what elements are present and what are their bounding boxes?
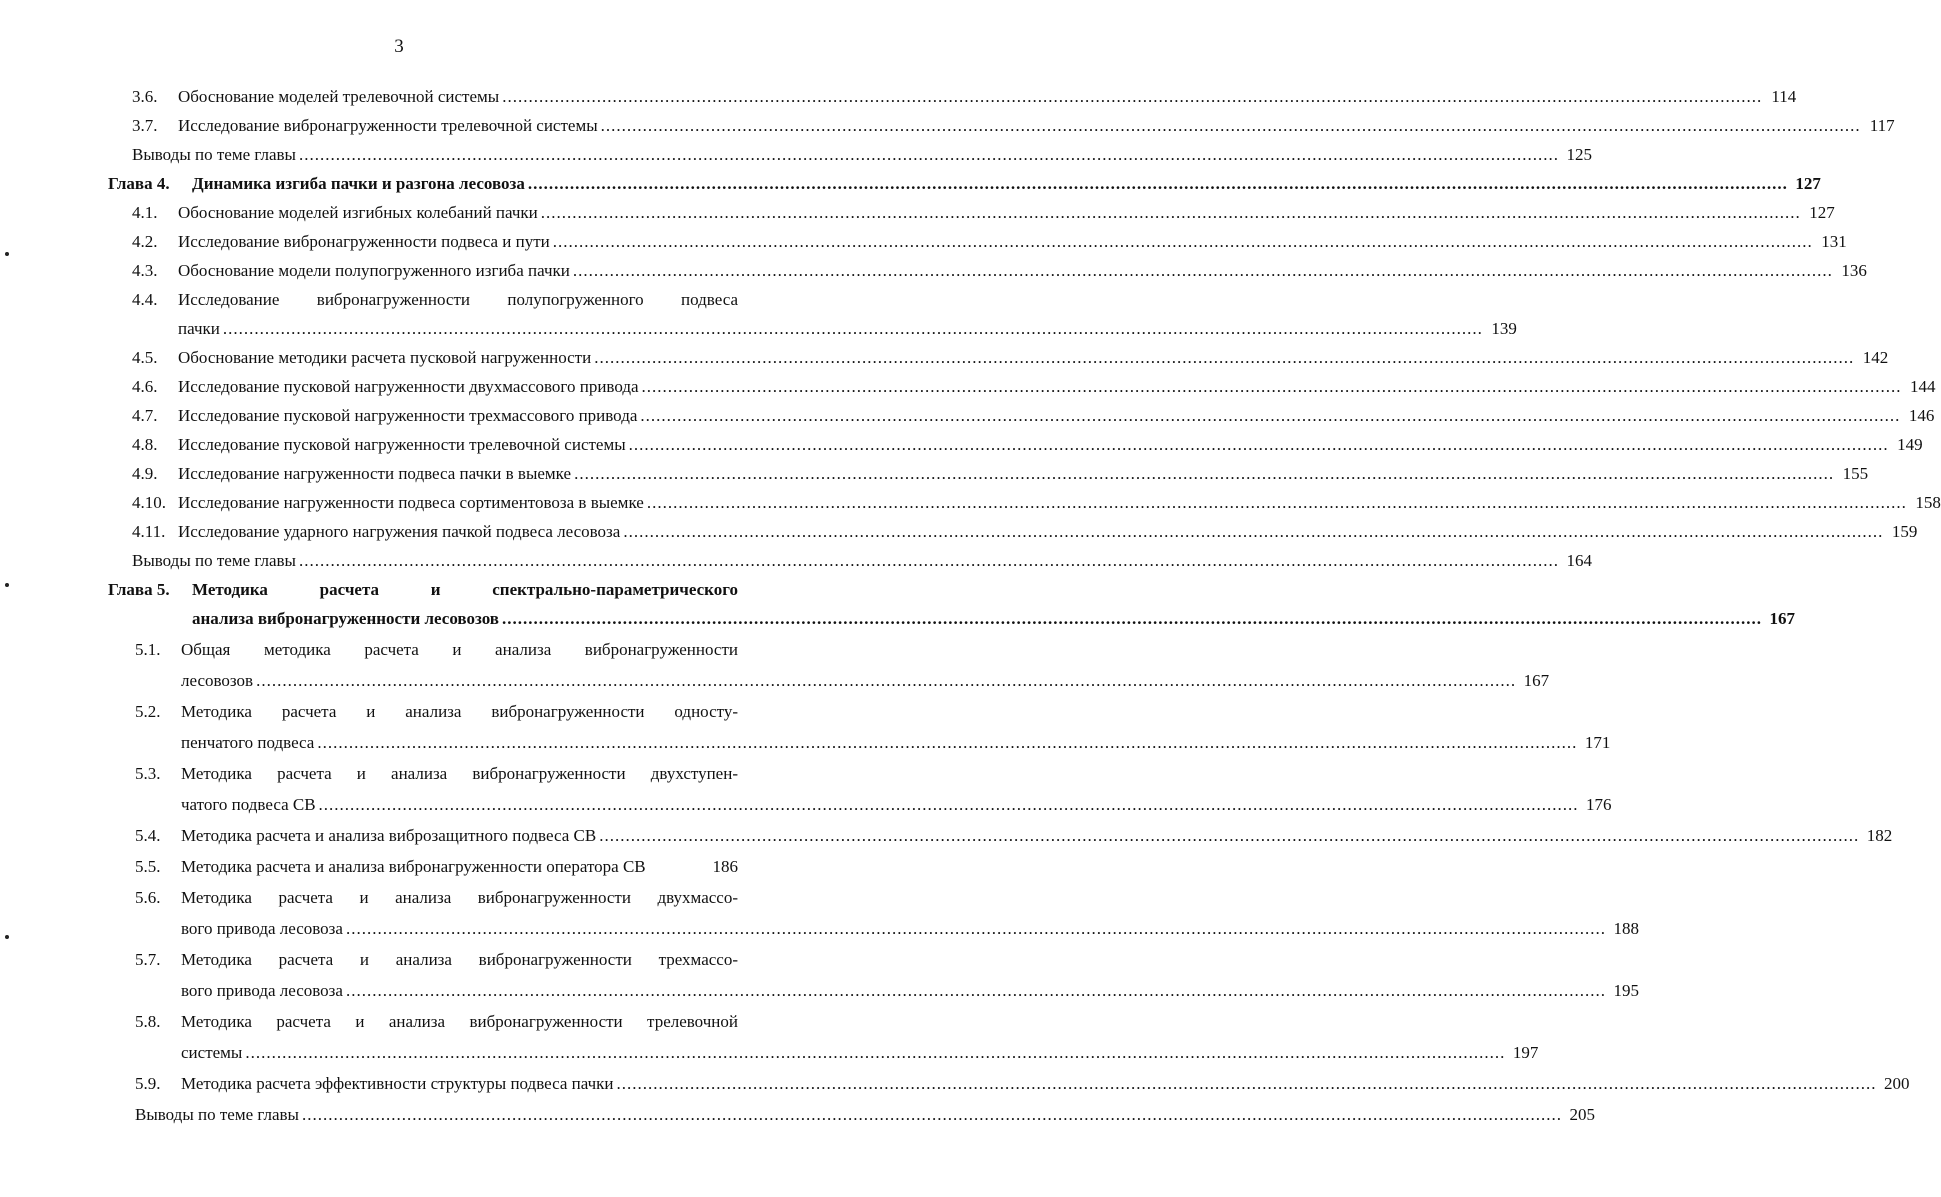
toc-entry-page: 188 bbox=[1613, 919, 1639, 938]
dot-leader bbox=[541, 202, 1801, 224]
toc-entry-number: 4.6. bbox=[132, 377, 158, 396]
toc-entry-number: 5.5. bbox=[135, 857, 161, 876]
dot-leader bbox=[601, 115, 1861, 137]
toc-entry-title: Выводы по теме главы bbox=[135, 1105, 299, 1124]
toc-entry-title: Методика расчета эффективности структуры подвеса пачки bbox=[181, 1074, 614, 1093]
toc-entry-page: 167 bbox=[1523, 671, 1550, 690]
toc-entry-page: 131 bbox=[1821, 232, 1847, 251]
toc-entry-4-8 bbox=[108, 434, 1923, 456]
toc-entry-page: 200 bbox=[1884, 1074, 1910, 1093]
toc-entry-number: 5.2. bbox=[135, 702, 161, 721]
toc-entry-title: Исследование пусковой нагруженности трехмассового привода bbox=[178, 406, 638, 425]
toc-entry-number: 3.7. bbox=[132, 116, 158, 135]
toc-entry-number: 5.7. bbox=[135, 950, 161, 969]
toc-chapter-title-line-2: анализа вибронагруженности лесовозов bbox=[192, 609, 499, 628]
toc-entry-number: 4.9. bbox=[132, 464, 158, 483]
dot-leader bbox=[223, 318, 1483, 340]
dot-leader bbox=[299, 550, 1559, 572]
toc-entry-title-line-2: вого привода лесовоза bbox=[181, 919, 343, 938]
toc-entry-4-5 bbox=[108, 347, 1889, 369]
toc-entry-title-line-2: системы bbox=[181, 1043, 243, 1062]
toc-entry-page: 139 bbox=[1491, 319, 1517, 338]
toc-entry-5-4 bbox=[108, 825, 1893, 847]
toc-entry-number: 4.1. bbox=[132, 203, 158, 222]
toc-entry-page: 155 bbox=[1842, 464, 1869, 483]
dot-leader bbox=[346, 980, 1606, 1002]
dot-leader bbox=[528, 173, 1788, 195]
toc-chapter-4 bbox=[108, 173, 1821, 195]
toc-entry-number: 5.4. bbox=[135, 826, 161, 845]
toc-entry-4-4 bbox=[108, 289, 1517, 340]
dot-leader bbox=[647, 492, 1907, 514]
toc-entry-title: Методика расчета и анализа вибронагруженности оператора СВ bbox=[181, 857, 646, 876]
toc-entry-title-line-1: Методика расчета и анализа вибронагруженности трелевочной bbox=[181, 1012, 738, 1031]
dot-leader bbox=[642, 376, 1902, 398]
toc-entry-title: Обоснование модели полупогруженного изгиба пачки bbox=[178, 261, 570, 280]
toc-entry-page: 125 bbox=[1566, 145, 1592, 164]
toc-entry-title-line-2: чатого подвеса СВ bbox=[181, 795, 316, 814]
toc-entry-conclusions-3 bbox=[108, 144, 1592, 166]
dot-leader bbox=[346, 918, 1606, 940]
toc-entry-title: Обоснование методики расчета пусковой нагруженности bbox=[178, 348, 592, 367]
toc-entry-title: Выводы по теме главы bbox=[132, 551, 296, 570]
toc-entry-title-line-1: Методика расчета и анализа вибронагруженности односту- bbox=[181, 702, 738, 721]
toc-entry-page: 171 bbox=[1584, 733, 1611, 752]
toc-entry-number: 4.7. bbox=[132, 406, 158, 425]
toc-entry-5-6 bbox=[108, 887, 1639, 940]
toc-entry-title: Исследование нагруженности подвеса пачки в выемке bbox=[178, 464, 572, 483]
dot-leader bbox=[502, 86, 1762, 108]
toc-chapter-page: 127 bbox=[1795, 174, 1821, 193]
toc-entry-page: 117 bbox=[1869, 116, 1895, 135]
toc-entry-title: Обоснование моделей изгибных колебаний пачки bbox=[178, 203, 538, 222]
scan-mark bbox=[5, 583, 9, 587]
toc-entry-title: Выводы по теме главы bbox=[132, 145, 296, 164]
dot-leader bbox=[623, 521, 1883, 543]
toc-entry-page: 142 bbox=[1862, 348, 1889, 367]
toc-entry-4-3 bbox=[108, 260, 1867, 282]
toc-entry-conclusions-5 bbox=[108, 1104, 1595, 1126]
toc-entry-title: Обоснование моделей трелевочной системы bbox=[178, 87, 500, 106]
dot-leader bbox=[594, 347, 1854, 369]
toc-entry-number: 5.6. bbox=[135, 888, 161, 907]
toc-entry-number: 5.8. bbox=[135, 1012, 161, 1031]
toc-entry-page: 182 bbox=[1866, 826, 1893, 845]
toc-entry-page: 186 bbox=[712, 857, 738, 876]
toc-entry-page: 158 bbox=[1915, 493, 1941, 512]
toc-entry-title: Методика расчета и анализа виброзащитного подвеса СВ bbox=[181, 826, 597, 845]
toc-entry-page: 197 bbox=[1512, 1043, 1539, 1062]
toc-entry-4-9 bbox=[108, 463, 1869, 485]
toc-entry-title-line-2: вого привода лесовоза bbox=[181, 981, 343, 1000]
toc-entry-page: 176 bbox=[1586, 795, 1612, 814]
toc-entry-4-2 bbox=[108, 231, 1847, 253]
dot-leader bbox=[256, 670, 1516, 692]
toc-entry-page: 144 bbox=[1910, 377, 1936, 396]
toc-entry-page: 127 bbox=[1809, 203, 1835, 222]
toc-entry-4-10 bbox=[108, 492, 1941, 514]
toc-chapter-number: Глава 5. bbox=[108, 580, 170, 599]
toc-entry-page: 149 bbox=[1897, 435, 1923, 454]
toc-entry-title-line-1: Исследование вибронагруженности полупогруженного подвеса bbox=[178, 290, 738, 309]
toc-entry-3-6 bbox=[108, 86, 1797, 108]
dot-leader bbox=[299, 144, 1559, 166]
toc-entry-title: Исследование ударного нагружения пачкой подвеса лесовоза bbox=[178, 522, 621, 541]
toc-entry-title-line-1: Методика расчета и анализа вибронагруженности двухмассо- bbox=[181, 888, 738, 907]
toc-entry-page: 159 bbox=[1891, 522, 1918, 541]
toc-chapter-title-line-1: Методика расчета и спектрально-параметрического bbox=[192, 580, 738, 599]
toc-entry-title: Исследование вибронагруженности трелевочной системы bbox=[178, 116, 598, 135]
toc-entry-number: 4.2. bbox=[132, 232, 158, 251]
scan-mark bbox=[5, 252, 9, 256]
toc-entry-title-line-1: Методика расчета и анализа вибронагруженности двухступен- bbox=[181, 764, 738, 783]
toc-entry-number: 5.9. bbox=[135, 1074, 161, 1093]
toc-entry-conclusions-4 bbox=[108, 550, 1592, 572]
toc-entry-page: 205 bbox=[1569, 1105, 1595, 1124]
toc-entry-3-7 bbox=[108, 115, 1895, 137]
dot-leader bbox=[317, 732, 1577, 754]
toc-entry-5-1 bbox=[108, 639, 1550, 692]
toc-entry-title: Исследование пусковой нагруженности двухмассового привода bbox=[178, 377, 639, 396]
toc-entry-number: 3.6. bbox=[132, 87, 158, 106]
toc-entry-4-11 bbox=[108, 521, 1918, 543]
toc-entry-number: 5.3. bbox=[135, 764, 161, 783]
toc-entry-number: 4.11. bbox=[132, 522, 166, 541]
dot-leader bbox=[574, 463, 1834, 485]
toc-entry-5-5 bbox=[108, 856, 738, 878]
toc-chapter-number: Глава 4. bbox=[108, 174, 170, 193]
toc-entry-number: 4.8. bbox=[132, 435, 158, 454]
toc-entry-4-6 bbox=[108, 376, 1936, 398]
toc-entry-number: 4.10. bbox=[132, 493, 166, 512]
dot-leader bbox=[302, 1104, 1562, 1126]
toc-entry-title-line-2: пенчатого подвеса bbox=[181, 733, 315, 752]
page-number: 3 bbox=[394, 36, 404, 57]
toc-entry-4-1 bbox=[108, 202, 1835, 224]
toc-entry-page: 146 bbox=[1908, 406, 1935, 425]
dot-leader bbox=[640, 405, 1900, 427]
toc-entry-5-3 bbox=[108, 763, 1612, 816]
dot-leader bbox=[629, 434, 1889, 456]
scan-mark bbox=[5, 935, 9, 939]
toc-entry-page: 164 bbox=[1566, 551, 1592, 570]
toc-entry-title-line-2: лесовозов bbox=[181, 671, 254, 690]
dot-leader bbox=[502, 608, 1762, 630]
dot-leader bbox=[617, 1073, 1877, 1095]
toc-entry-title: Исследование нагруженности подвеса сортиментовоза в выемке bbox=[178, 493, 644, 512]
dot-leader bbox=[319, 794, 1579, 816]
toc-entry-4-7 bbox=[108, 405, 1935, 427]
toc-entry-number: 5.1. bbox=[135, 640, 161, 659]
toc-entry-5-9 bbox=[108, 1073, 1910, 1095]
toc-entry-number: 4.3. bbox=[132, 261, 158, 280]
dot-leader bbox=[553, 231, 1813, 253]
toc-entry-number: 4.4. bbox=[132, 290, 158, 309]
toc-entry-5-2 bbox=[108, 701, 1611, 754]
toc-entry-title: Исследование пусковой нагруженности трелевочной системы bbox=[178, 435, 626, 454]
toc-entry-title-line-1: Общая методика расчета и анализа вибронагруженности bbox=[181, 640, 738, 659]
toc-entry-title: Исследование вибронагруженности подвеса и пути bbox=[178, 232, 550, 251]
toc-entry-5-7 bbox=[108, 949, 1639, 1002]
toc-chapter-page: 167 bbox=[1769, 609, 1795, 628]
toc-entry-5-8 bbox=[108, 1011, 1539, 1064]
dot-leader bbox=[573, 260, 1833, 282]
dot-leader bbox=[245, 1042, 1505, 1064]
toc-entry-page: 195 bbox=[1613, 981, 1639, 1000]
toc-entry-title-line-1: Методика расчета и анализа вибронагруженности трехмассо- bbox=[181, 950, 738, 969]
toc-entry-page: 136 bbox=[1841, 261, 1867, 280]
dot-leader bbox=[599, 825, 1859, 847]
toc-chapter-title: Динамика изгиба пачки и разгона лесовоза bbox=[192, 174, 525, 193]
table-of-contents bbox=[108, 86, 1941, 1126]
toc-entry-title-line-2: пачки bbox=[178, 319, 220, 338]
toc-entry-page: 114 bbox=[1771, 87, 1797, 106]
toc-chapter-5 bbox=[108, 579, 1795, 630]
toc-entry-number: 4.5. bbox=[132, 348, 158, 367]
